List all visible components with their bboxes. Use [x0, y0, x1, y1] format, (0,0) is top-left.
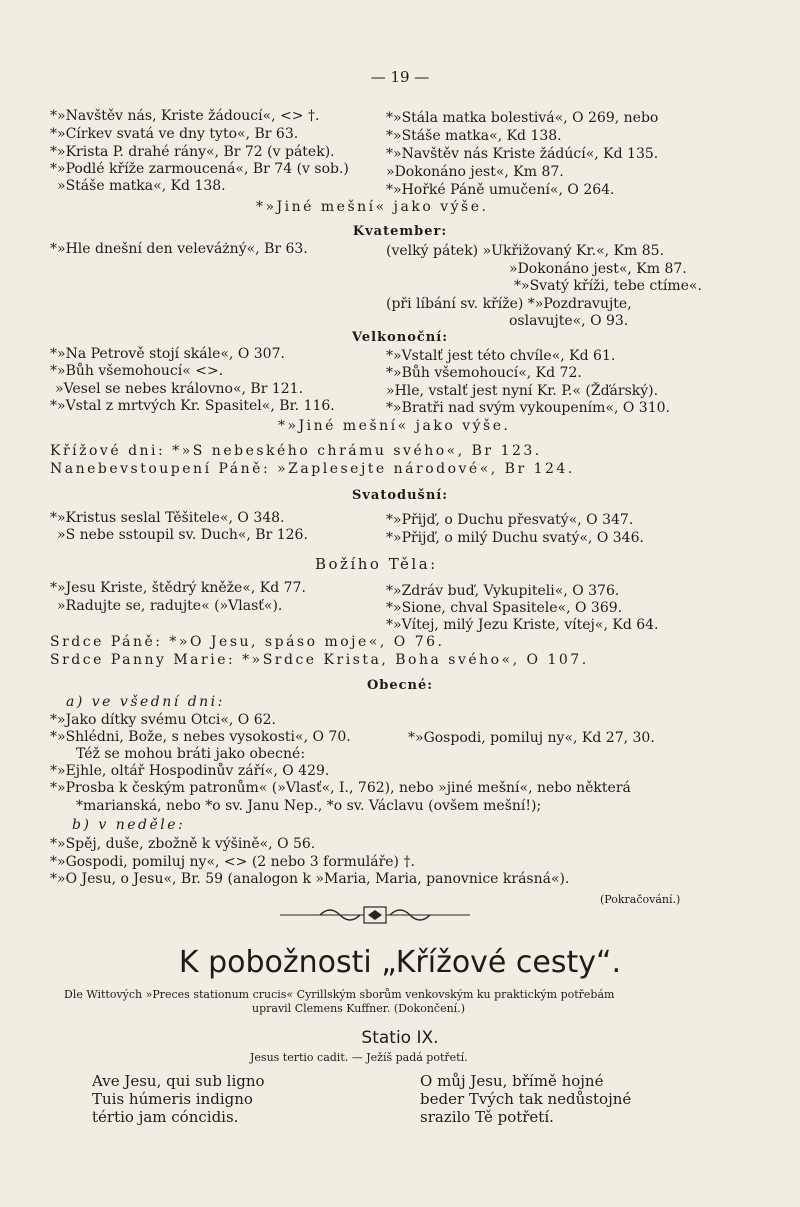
section-heading: Božího Těla: [315, 555, 438, 573]
text-line: *»Vstal z mrtvých Kr. Spasitel«, Br. 116. [50, 398, 335, 414]
text-line: *»Vstalť jest této chvíle«, Kd 61. [386, 348, 616, 364]
text-line: *»Prosba k českým patronům« (»Vlasť«, I., 762), nebo »jiné mešní«, nebo některá [50, 780, 631, 796]
text-line: *»Hle dnešní den veleváżný«, Br 63. [50, 241, 308, 257]
text-line: »Hle, vstalť jest nyní Kr. P.« (Žďárský). [386, 383, 659, 399]
section-heading: Obecné: [366, 678, 434, 693]
text-line: *»Sione, chval Spasitele«, O 369. [386, 600, 623, 616]
section-heading: Svatodušní: [351, 488, 449, 503]
text-line: Křížové dni: *»S nebeského chrámu svého«, Br 123. [50, 443, 542, 459]
text-line: *»Gospodi, pomiluj ny«, <> (2 nebo 3 formuláře) †. [50, 854, 415, 870]
text-line: Srdce Páně: *»O Jesu, spáso moje«, O 76. [50, 634, 445, 650]
text-line: *»Bůh všemohoucí«, Kd 72. [386, 365, 582, 381]
statio-title: Statio IX. [361, 1028, 439, 1048]
text-line: *»Navštěv nás Kriste žádúcí«, Kd 135. [386, 146, 659, 162]
text-line: »S nebe sstoupil sv. Duch«, Br 126. [57, 527, 308, 543]
statio-subtitle: Jesus tertio cadit. — Ježíš padá potřetí. [250, 1051, 468, 1064]
text-line: *»Vítej, milý Jezu Kriste, vítej«, Kd 64. [386, 617, 659, 633]
text-line: *marianská, nebo *o sv. Janu Nep., *o sv. Václavu (ovšem mešní!); [76, 798, 542, 814]
text-line: »Dokonáno jest«, Km 87. [386, 164, 564, 180]
text-line: *»O Jesu, o Jesu«, Br. 59 (analogon k »Maria, Maria, panovnice krásná«). [50, 871, 570, 887]
section-heading: Kvatember: [352, 224, 448, 239]
poem-line-latin: tértio jam cóncidis. [92, 1108, 239, 1126]
poem-line-czech: srazilo Tě potřetí. [420, 1108, 554, 1126]
fleuron-ornament-icon [280, 901, 470, 925]
text-line: *»Navštěv nás, Kriste žádoucí«, <> †. [50, 108, 320, 124]
text-line: *»Svatý kříži, tebe ctíme«. [514, 278, 702, 294]
text-line: *»Gospodi, pomiluj ny«, Kd 27, 30. [408, 730, 655, 746]
text-line: *»Krista P. drahé rány«, Br 72 (v pátek). [50, 144, 335, 160]
continuation-note: (Pokračování.) [600, 893, 681, 906]
text-line: »Stáše matka«, Kd 138. [57, 178, 226, 194]
text-line: *»Kristus seslal Těšitele«, O 348. [50, 510, 285, 526]
text-line: *»Jiné mešní« jako výše. [256, 199, 489, 215]
text-line: b) v neděle: [72, 817, 186, 833]
text-line: *»Přijď, o Duchu přesvatý«, O 347. [386, 512, 634, 528]
text-line: (velký pátek) »Ukřižovaný Kr.«, Km 85. [386, 243, 665, 259]
subtitle-line: Dle Wittových »Preces stationum crucis« Cyrillským sborům venkovským ku praktickým potřebám [64, 988, 615, 1001]
text-line: *»Ejhle, oltář Hospodinův září«, O 429. [50, 763, 330, 779]
text-line: *»Bratři nad svým vykoupením«, O 310. [386, 400, 670, 416]
text-line: *»Stáše matka«, Kd 138. [386, 128, 562, 144]
text-line: *»Zdráv buď, Vykupiteli«, O 376. [386, 583, 620, 599]
text-line: *»Spěj, duše, zbožně k výšině«, O 56. [50, 836, 316, 852]
text-line: *»Jesu Kriste, štědrý kněže«, Kd 77. [50, 580, 306, 596]
section-heading: Velkonoční: [351, 330, 448, 345]
text-line: a) ve všední dni: [66, 694, 225, 710]
text-line: »Dokonáno jest«, Km 87. [509, 261, 687, 277]
page-number: — 19 — [370, 68, 430, 86]
text-line: oslavujte«, O 93. [509, 313, 629, 329]
text-line: Nanebevstoupení Páně: »Zaplesejte národové«, Br 124. [50, 461, 575, 477]
text-line: *»Jiné mešní« jako výše. [278, 418, 511, 434]
text-line: »Vesel se nebes královno«, Br 121. [55, 381, 304, 397]
poem-line-czech: O můj Jesu, břímě hojné [420, 1072, 604, 1090]
text-line: »Radujte se, radujte« (»Vlasť«). [57, 598, 283, 614]
text-line: *»Přijď, o milý Duchu svatý«, O 346. [386, 530, 644, 546]
text-line: Též se mohou bráti jako obecné: [76, 746, 306, 762]
text-line: *»Na Petrově stojí skále«, O 307. [50, 346, 285, 362]
poem-line-latin: Tuis húmeris indigno [92, 1090, 253, 1108]
poem-line-latin: Ave Jesu, qui sub ligno [92, 1072, 265, 1090]
text-line: *»Shlédni, Bože, s nebes vysokosti«, O 70. [50, 729, 351, 745]
article-title: K pobožnosti „Křížové cesty“. [178, 945, 622, 980]
text-line: *»Bůh všemohoucí« <>. [50, 363, 224, 379]
text-line: Srdce Panny Marie: *»Srdce Krista, Boha svého«, O 107. [50, 652, 589, 668]
poem-line-czech: beder Tvých tak nedůstojné [420, 1090, 632, 1108]
subtitle-line: upravil Clemens Kuffner. (Dokončení.) [252, 1002, 465, 1015]
text-line: *»Jako dítky svému Otci«, O 62. [50, 712, 276, 728]
text-line: (při líbání sv. kříže) *»Pozdravujte, [386, 296, 632, 312]
text-line: *»Církev svatá ve dny tyto«, Br 63. [50, 126, 299, 142]
text-line: *»Podlé kříže zarmoucená«, Br 74 (v sob.) [50, 161, 349, 177]
text-line: *»Hořké Páně umučení«, O 264. [386, 182, 615, 198]
text-line: *»Stála matka bolestivá«, O 269, nebo [386, 110, 659, 126]
